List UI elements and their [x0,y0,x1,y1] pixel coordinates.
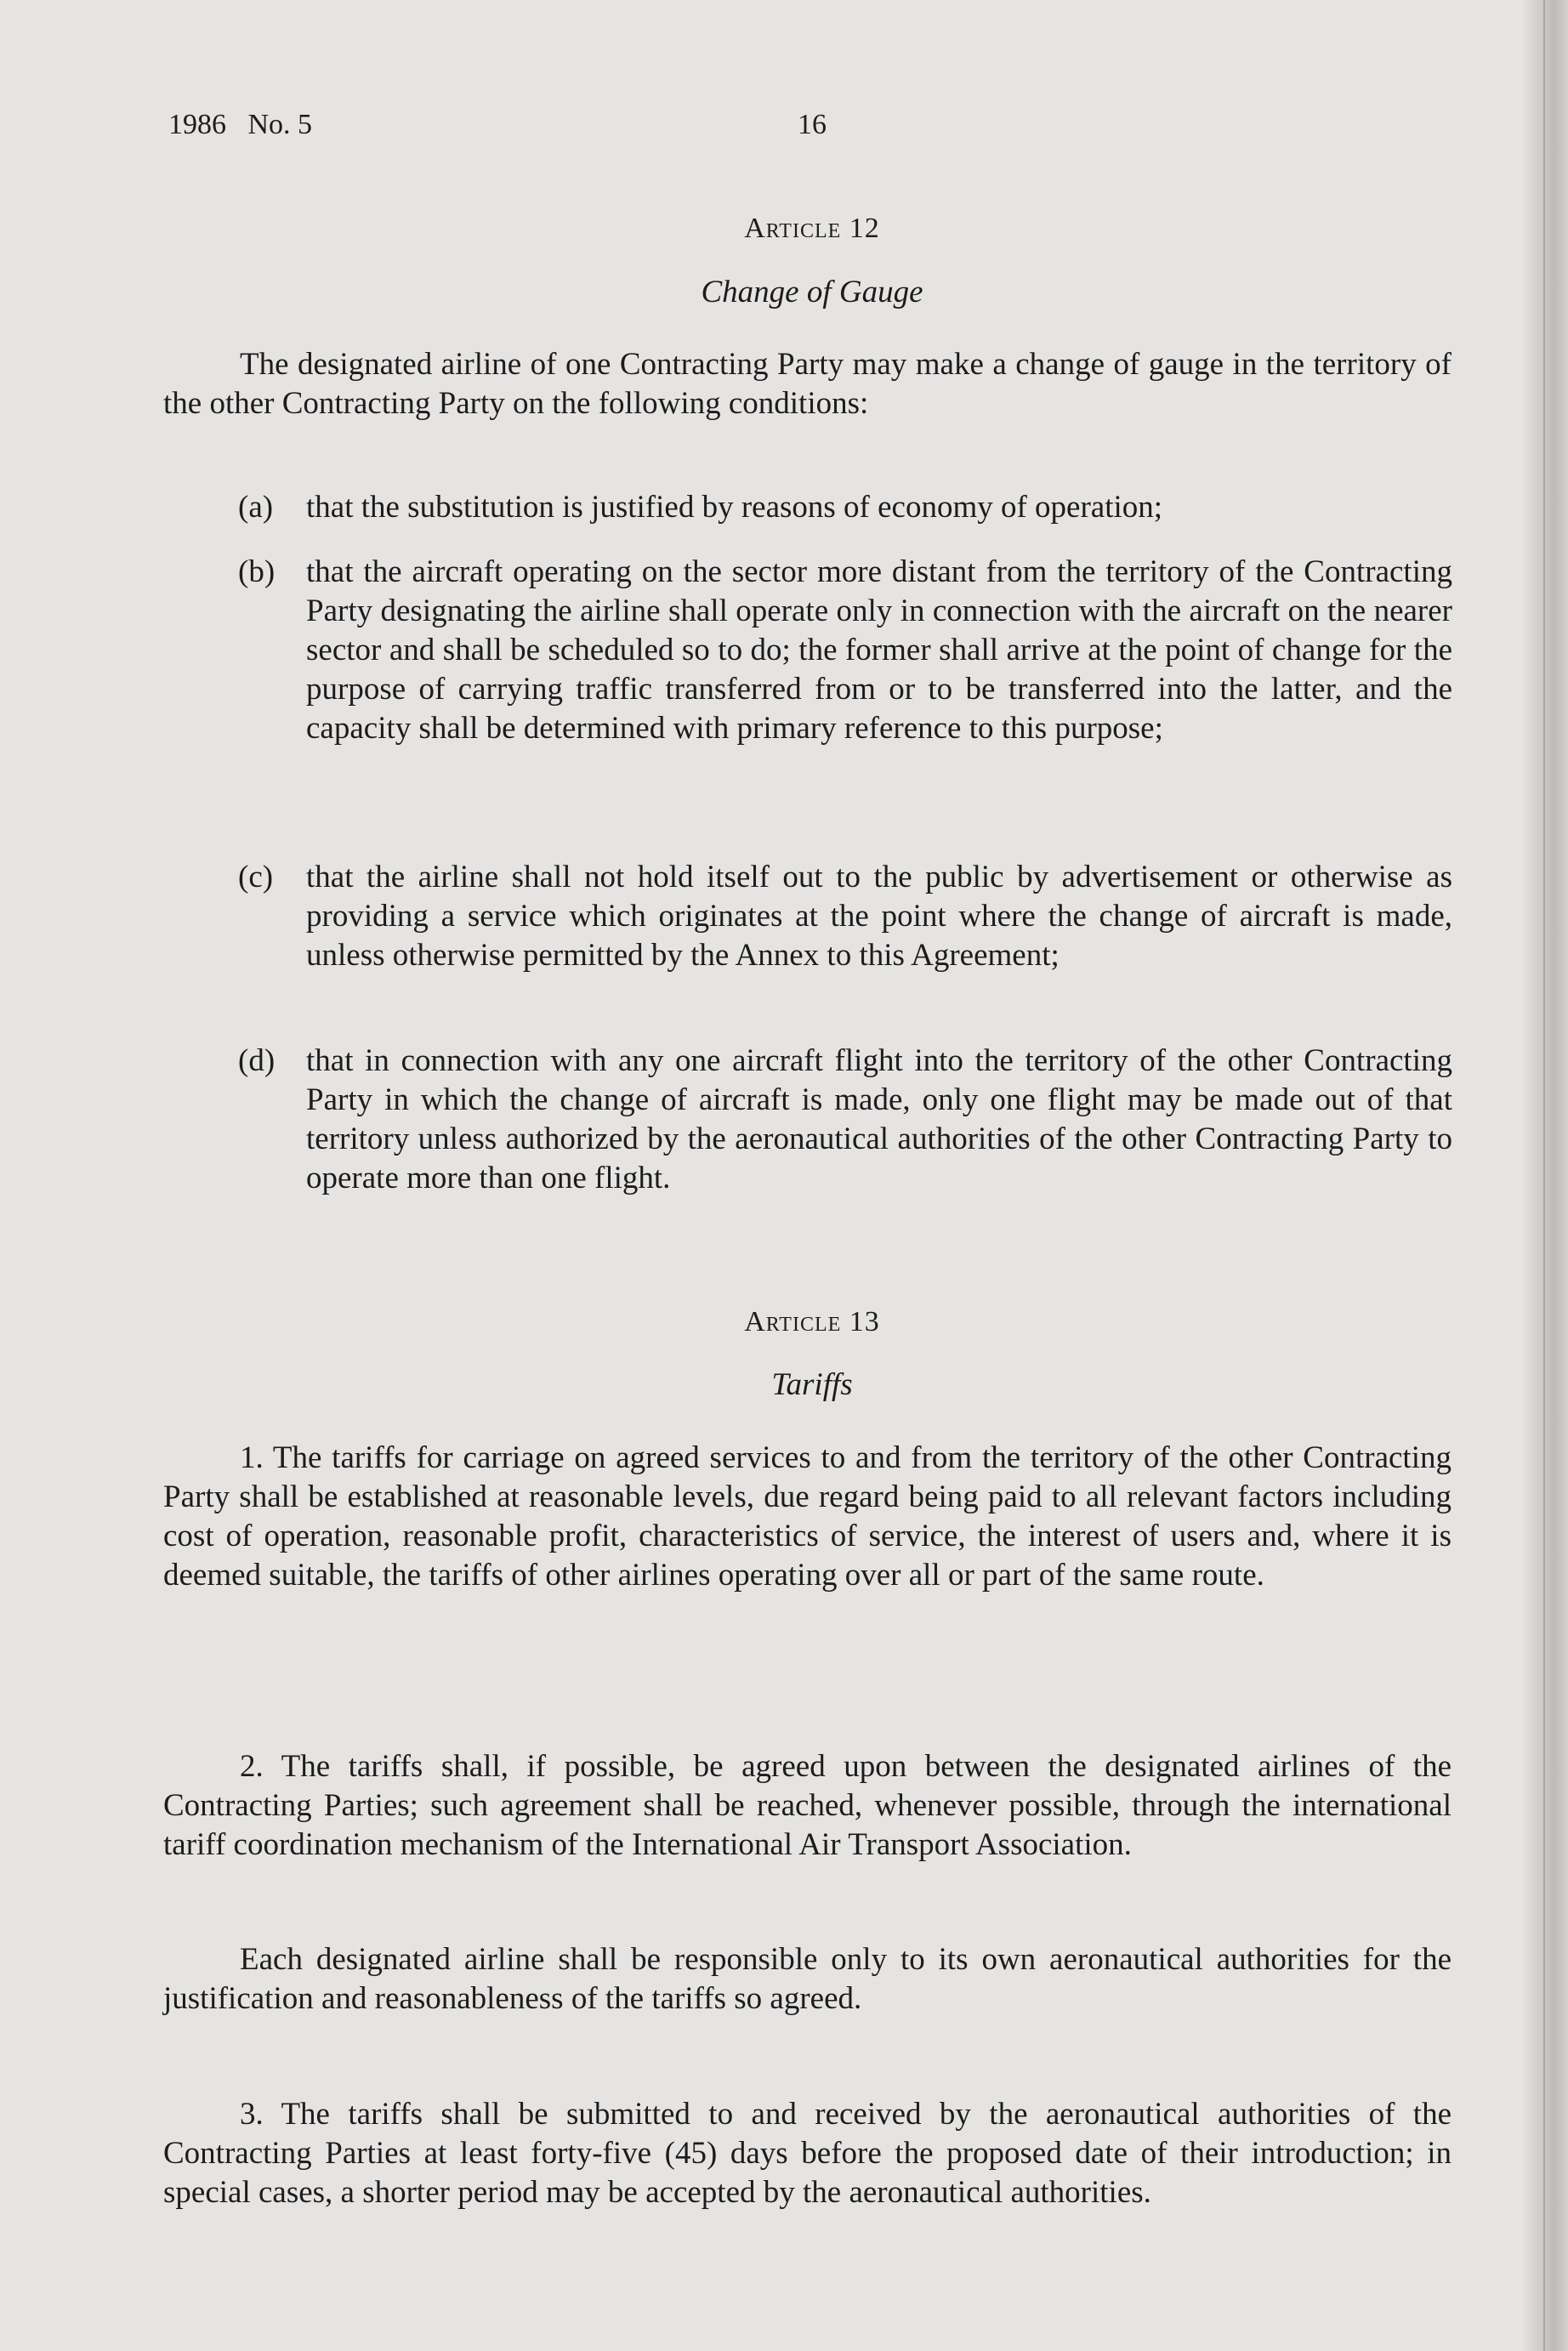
condition-a [238,488,1452,527]
condition-text: that the substitution is justified by reasons of economy of operation; [306,490,1163,525]
article-12-subtitle: Change of Gauge [701,275,923,309]
page-number: 16 [798,109,827,140]
condition-label: (a) [238,490,274,525]
condition-c [238,858,1452,975]
tariff-paragraph-2: 2. The tariffs shall, if possible, be agreed upon between the designated airlines of the Contracting Parties; such agreement shall be reached, whenever possible, through the international tariff coordination mechanism of the International Air Transport Association. [163,1749,1452,1862]
condition-text: that the airline shall not hold itself out to the public by advertisement or otherwise as providing a service which originates at the point where the change of aircraft is made, unless otherwise permitted by the Annex to this Agreement; [306,860,1452,973]
condition-text: that the aircraft operating on the sector more distant from the territory of the Contracting Party designating the airline shall operate only in connection with the aircraft on the nearer sector and shall be scheduled so to do; the former shall arrive at the point of change for the purpose of carrying traffic transferred from or to be transferred into the latter, and the capacity shall be determined with primary reference to this purpose; [306,554,1452,746]
condition-label: (b) [238,554,276,589]
tariff-paragraph-3: 3. The tariffs shall be submitted to and received by the aeronautical authorities of the Contracting Parties at least forty-five (45) days before the proposed date of their introduction; in special cases, a shorter period may be accepted by the aeronautical authorities. [163,2097,1452,2210]
article-13-subtitle: Tariffs [771,1367,853,1402]
condition-text: that in connection with any one aircraft flight into the territory of the other Contracting Party in which the change of aircraft is made, only one flight may be made out of that territory unless authorized by the aeronautical authorities of the other Contracting Party to operate more than one flight. [306,1043,1452,1195]
article-12-intro: The designated airline of one Contracting Party may make a change of gauge in the territory of the other Contracting Party on the following conditions: [163,347,1452,421]
tariff-paragraph-responsibility: Each designated airline shall be responsible only to its own aeronautical authorities for the justification and reasonableness of the tariffs so agreed. [163,1942,1452,2016]
condition-b [238,553,1452,748]
article-13-heading: Article 13 [744,1306,880,1337]
document-reference: 1986 No. 5 [168,109,313,140]
binding-edge [1543,0,1545,2351]
article-12-heading: Article 12 [744,213,880,244]
tariff-paragraph-1: 1. The tariffs for carriage on agreed services to and from the territory of the other Contracting Party shall be established at reasonable levels, due regard being paid to all relevant factors including cost of operation, reasonable profit, characteristics of service, the interest of users and, where it is deemed suitable, the tariffs of other airlines operating over all or part of the same route. [163,1440,1452,1593]
condition-d [238,1042,1452,1198]
condition-label: (d) [238,1043,276,1078]
condition-label: (c) [238,860,274,894]
